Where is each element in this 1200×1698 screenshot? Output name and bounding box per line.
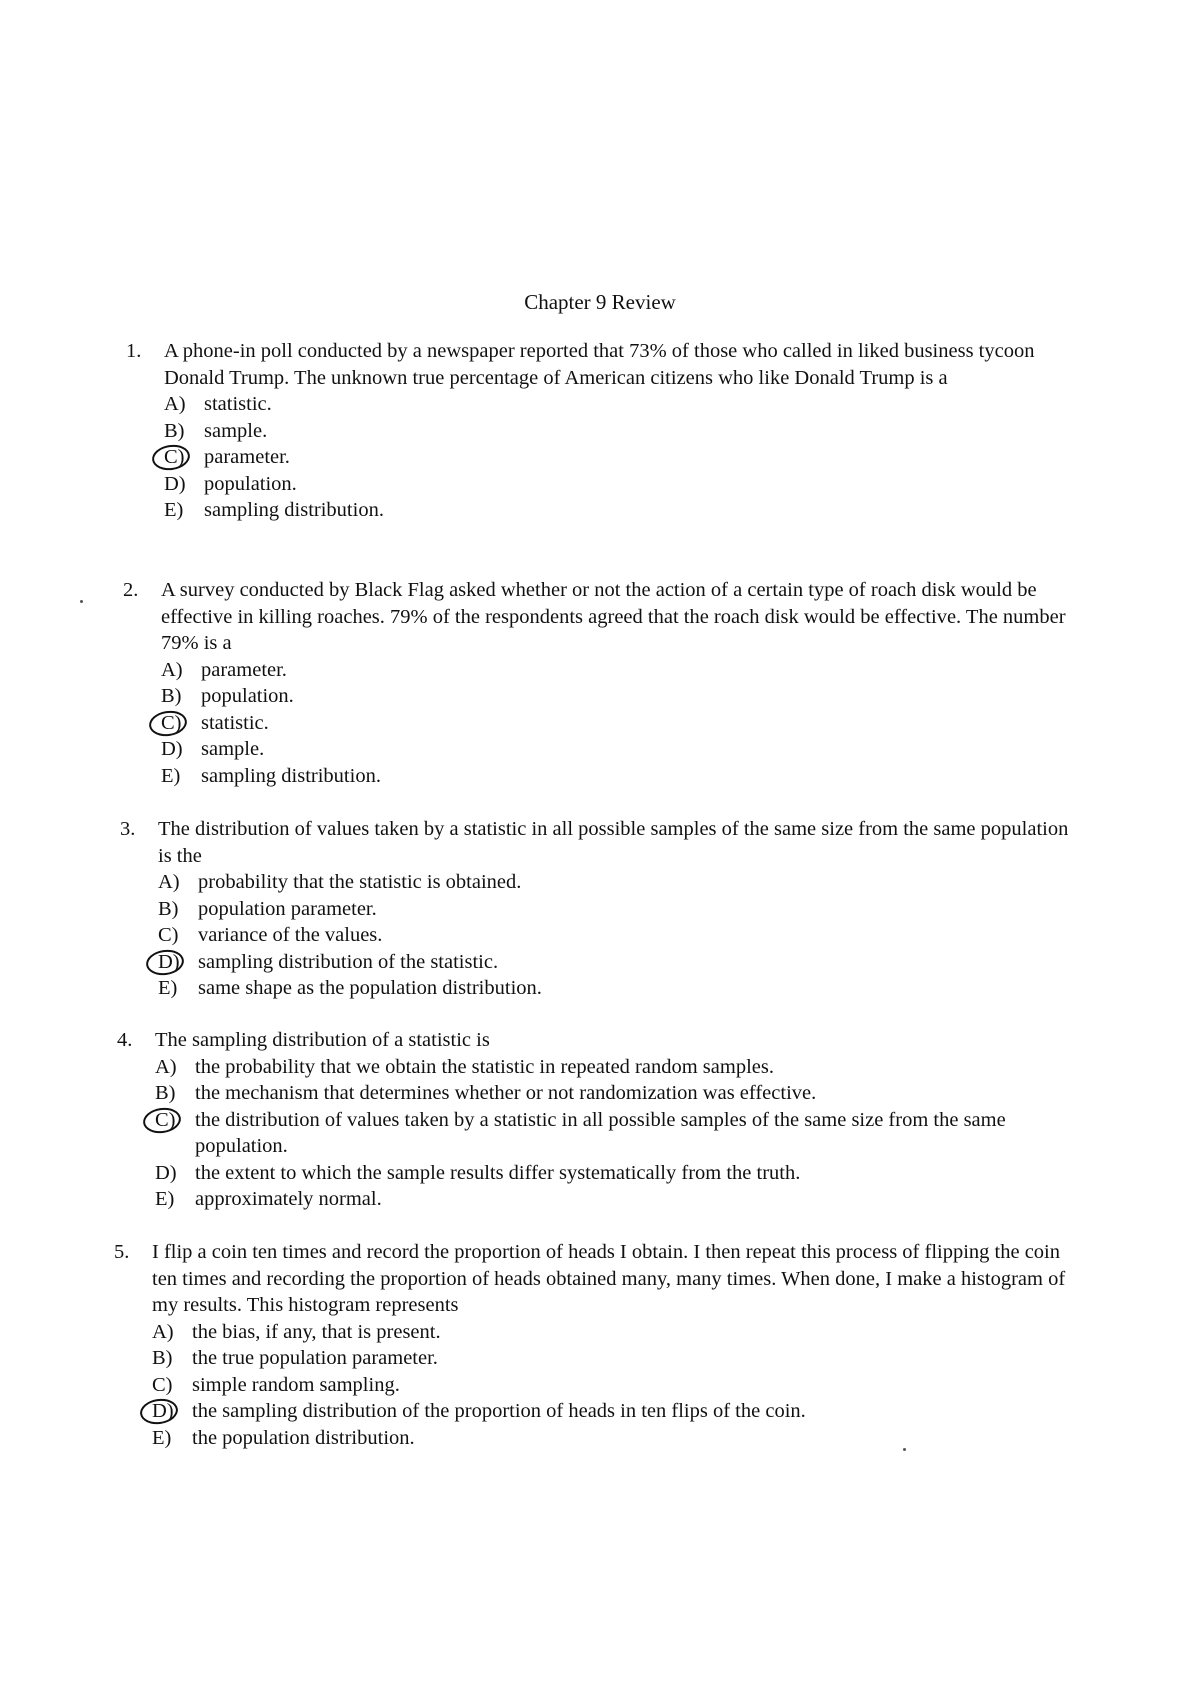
option-a: A) the probability that we obtain the statistic in repeated random samples. bbox=[155, 1055, 774, 1078]
scan-speck bbox=[903, 1448, 906, 1451]
option-a: A) parameter. bbox=[161, 658, 287, 681]
option-e: E) approximately normal. bbox=[155, 1188, 382, 1210]
question-number: 1. bbox=[126, 340, 142, 362]
question-stem: A survey conducted by Black Flag asked whether or not the action of a certain type of roach disk would be effective in killing roaches. 79% of the respondents agreed that the roach disk would be effective. The number 79% is a bbox=[161, 579, 1066, 654]
scan-speck bbox=[80, 600, 83, 603]
question-number: 2. bbox=[123, 579, 139, 601]
option-e: E) the population distribution. bbox=[152, 1426, 415, 1449]
question-number: 4. bbox=[117, 1029, 133, 1051]
option-e: E) sampling distribution. bbox=[161, 764, 381, 787]
option-a: A) statistic. bbox=[164, 393, 272, 415]
option-d: D) the extent to which the sample results differ systematically from the truth. bbox=[155, 1161, 801, 1184]
option-e: E) same shape as the population distribution. bbox=[158, 977, 542, 999]
option-b: B) the true population parameter. bbox=[152, 1347, 438, 1369]
question-2 bbox=[123, 577, 1081, 789]
page-title: Chapter 9 Review bbox=[524, 290, 676, 314]
question-number: 3. bbox=[120, 818, 136, 840]
question-3 bbox=[120, 816, 1078, 1002]
option-d: D) population. bbox=[164, 472, 297, 495]
question-1 bbox=[126, 338, 1084, 524]
option-a: A) probability that the statistic is obtained. bbox=[158, 871, 522, 893]
answer-circle-mark bbox=[150, 442, 191, 472]
option-c: C) the distribution of values taken by a statistic in all possible samples of the same size from the same population. bbox=[155, 1107, 1075, 1160]
question-stem: The sampling distribution of a statistic is bbox=[155, 1029, 490, 1051]
answer-circle-mark bbox=[141, 1105, 182, 1135]
option-b: B) the mechanism that determines whether or not randomization was effective. bbox=[155, 1082, 817, 1104]
option-d: D) sampling distribution of the statistic. bbox=[158, 949, 1078, 976]
option-d: D) sample. bbox=[161, 738, 265, 760]
option-d: D) the sampling distribution of the proportion of heads in ten flips of the coin. bbox=[152, 1398, 1072, 1425]
option-b: B) population parameter. bbox=[158, 897, 377, 920]
question-4 bbox=[117, 1027, 1075, 1213]
option-b: B) sample. bbox=[164, 419, 268, 442]
question-number: 5. bbox=[114, 1241, 130, 1263]
option-a: A) the bias, if any, that is present. bbox=[152, 1320, 441, 1343]
question-stem: A phone-in poll conducted by a newspaper reported that 73% of those who called in liked business tycoon Donald Trump. The unknown true percentage of American citizens who like Donald Trump is a bbox=[164, 340, 1035, 389]
answer-circle-mark bbox=[147, 708, 188, 738]
option-c: C) simple random sampling. bbox=[152, 1373, 400, 1396]
option-b: B) population. bbox=[161, 685, 294, 707]
option-c: C) statistic. bbox=[161, 710, 1081, 737]
option-c: C) variance of the values. bbox=[158, 924, 383, 946]
question-stem: I flip a coin ten times and record the proportion of heads I obtain. I then repeat this process of flipping the coin ten times and recording the proportion of heads obtained many, many times. When done, I make a histogram of my results. This histogram represents bbox=[152, 1241, 1066, 1316]
question-5 bbox=[114, 1239, 1072, 1451]
question-stem: The distribution of values taken by a statistic in all possible samples of the same size from the same population is the bbox=[158, 818, 1069, 867]
option-e: E) sampling distribution. bbox=[164, 499, 384, 521]
option-c: C) parameter. bbox=[164, 444, 1084, 471]
